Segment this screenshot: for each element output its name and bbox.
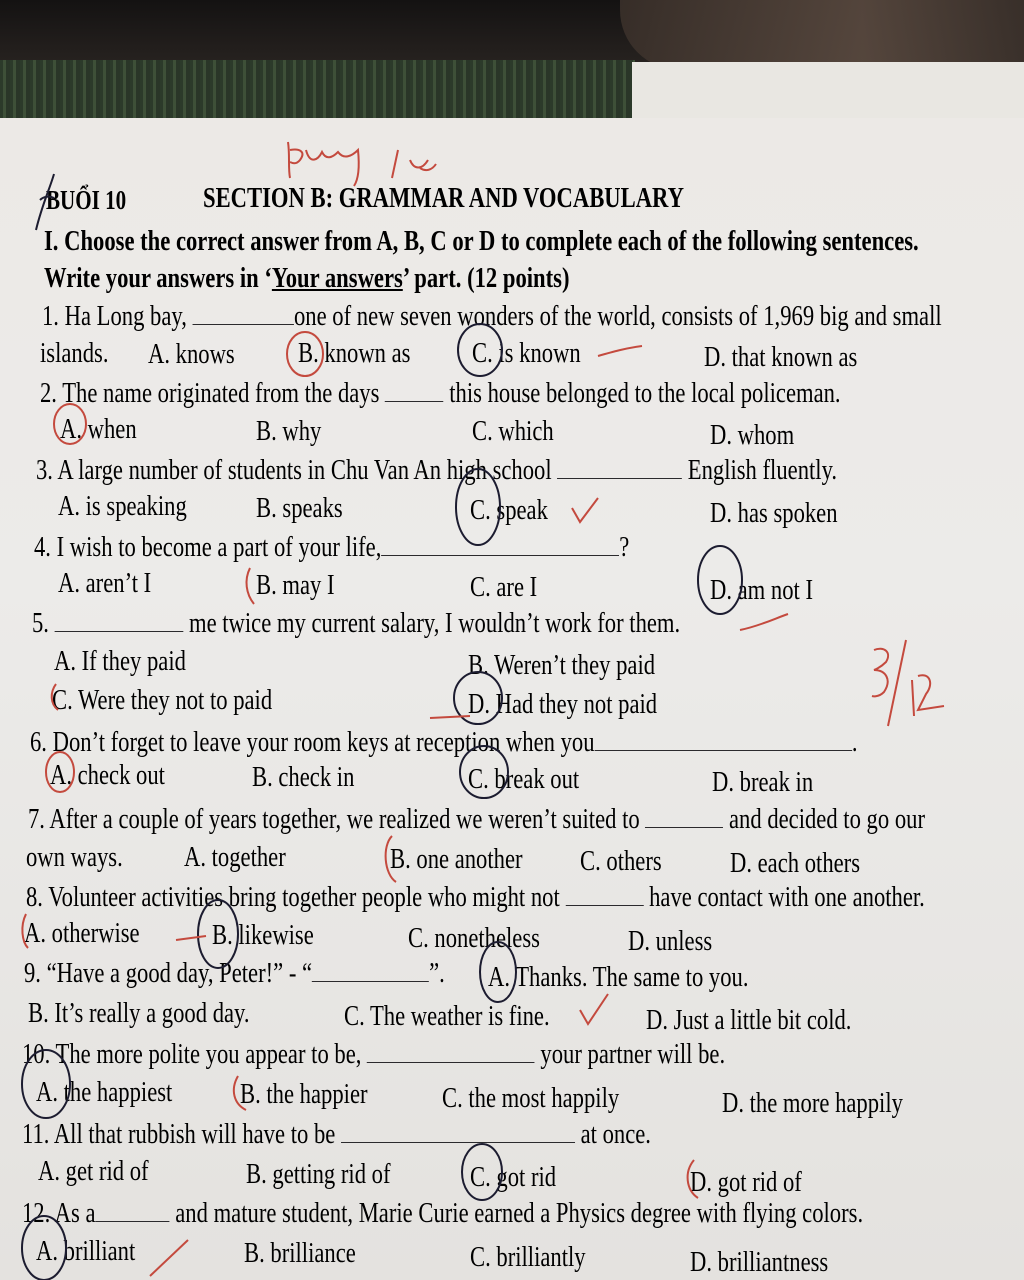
option-10c[interactable]: C. the most happily [442,1082,620,1114]
session-label: BUỔI 10 [46,185,127,215]
option-12a[interactable]: A. brilliant [36,1235,136,1267]
option-1c[interactable]: C. is known [472,337,581,369]
section-title: SECTION B: GRAMMAR AND VOCABULARY [203,182,684,214]
option-3a[interactable]: A. is speaking [58,490,187,522]
answer-blank[interactable] [595,724,852,751]
answer-blank[interactable] [312,955,429,982]
option-7b[interactable]: B. one another [390,843,523,875]
option-5d[interactable]: D. Had they not paid [468,688,658,720]
answer-blank[interactable] [385,375,444,402]
question-8-stem: 8. Volunteer activities bring together people who might not have contact with one another. [26,881,925,913]
option-12d[interactable]: D. brilliantness [690,1246,829,1278]
option-10b[interactable]: B. the happier [240,1078,368,1110]
option-10d[interactable]: D. the more happily [722,1087,903,1119]
option-8d[interactable]: D. unless [628,925,713,957]
option-11a[interactable]: A. get rid of [38,1155,149,1187]
option-1b[interactable]: B. known as [298,337,411,369]
question-1-stem-cont: islands. [40,337,109,369]
option-4c[interactable]: C. are I [470,571,538,603]
option-1d[interactable]: D. that known as [704,341,858,373]
question-11-stem: 11. All that rubbish will have to be at once. [22,1118,651,1150]
option-10a[interactable]: A. the happiest [36,1076,173,1108]
option-9d[interactable]: D. Just a little bit cold. [646,1004,852,1036]
option-5b[interactable]: B. Weren’t they paid [468,649,656,681]
answer-blank[interactable] [367,1036,535,1063]
option-7a[interactable]: A. together [184,841,286,873]
answer-blank[interactable] [557,452,682,479]
option-9b[interactable]: B. It’s really a good day. [28,997,250,1029]
option-8b[interactable]: B. likewise [212,919,314,951]
option-2d[interactable]: D. whom [710,419,795,451]
option-11b[interactable]: B. getting rid of [246,1158,391,1190]
option-11c[interactable]: C. got rid [470,1161,557,1193]
option-6b[interactable]: B. check in [252,761,355,793]
question-4-stem: 4. I wish to become a part of your life, ? [34,531,630,563]
answer-blank[interactable] [565,879,643,906]
option-2c[interactable]: C. which [472,415,554,447]
option-8a[interactable]: A. otherwise [24,917,140,949]
option-5a[interactable]: A. If they paid [54,645,186,677]
option-6d[interactable]: D. break in [712,766,814,798]
fabric-background [620,0,1024,70]
question-3-stem: 3. A large number of students in Chu Van An high school English fluently. [36,454,838,486]
question-2-stem: 2. The name originated from the days this house belonged to the local policeman. [40,377,841,409]
option-9c[interactable]: C. The weather is fine. [344,1000,550,1032]
question-6-stem: 6. Don’t forget to leave your room keys at reception when you . [30,726,858,758]
answer-blank[interactable] [341,1116,575,1143]
option-8c[interactable]: C. nonetheless [408,922,540,954]
option-1a[interactable]: A. knows [148,338,235,370]
option-2b[interactable]: B. why [256,415,322,447]
option-2a[interactable]: A. when [60,413,137,445]
option-4b[interactable]: B. may I [256,569,335,601]
option-3b[interactable]: B. speaks [256,492,343,524]
option-3d[interactable]: D. has spoken [710,497,838,529]
option-6a[interactable]: A. check out [50,759,165,791]
question-10-stem: 10. The more polite you appear to be, your partner will be. [22,1038,726,1070]
option-5c[interactable]: C. Were they not to paid [52,684,273,716]
question-7-stem-cont: own ways. [26,841,123,873]
option-12c[interactable]: C. brilliantly [470,1241,586,1273]
option-4a[interactable]: A. aren’t I [58,567,152,599]
answer-blank[interactable] [96,1195,170,1222]
instruction-line-2: Write your answers in ‘Your answers’ part. (12 points) [44,262,570,294]
answer-blank[interactable] [55,605,184,632]
option-11d[interactable]: D. got rid of [690,1166,802,1198]
option-9a[interactable]: A. Thanks. The same to you. [488,961,749,993]
option-3c[interactable]: C. speak [470,494,548,526]
your-answers-label: Your answers [271,262,403,294]
question-9-stem: 9. “Have a good day, Peter!” - “ ”. [24,957,445,989]
instruction-line-1: I. Choose the correct answer from A, B, C or D to complete each of the following sentences. [44,225,919,257]
question-1-stem: 1. Ha Long bay, one of new seven wonders of the world, consists of 1,969 big and small [42,300,942,332]
option-7c[interactable]: C. others [580,845,662,877]
option-12b[interactable]: B. brilliance [244,1237,356,1269]
answer-blank[interactable] [381,529,619,556]
option-6c[interactable]: C. break out [468,763,580,795]
question-7-stem: 7. After a couple of years together, we realized we weren’t suited to and decided to go our [28,803,925,835]
option-4d[interactable]: D. am not I [710,574,814,606]
answer-blank[interactable] [645,801,723,828]
question-12-stem: 12. As a and mature student, Marie Curie earned a Physics degree with flying colors. [22,1197,864,1229]
question-5-stem: 5. me twice my current salary, I wouldn’t work for them. [32,607,681,639]
answer-blank[interactable] [193,298,294,325]
option-7d[interactable]: D. each others [730,847,861,879]
